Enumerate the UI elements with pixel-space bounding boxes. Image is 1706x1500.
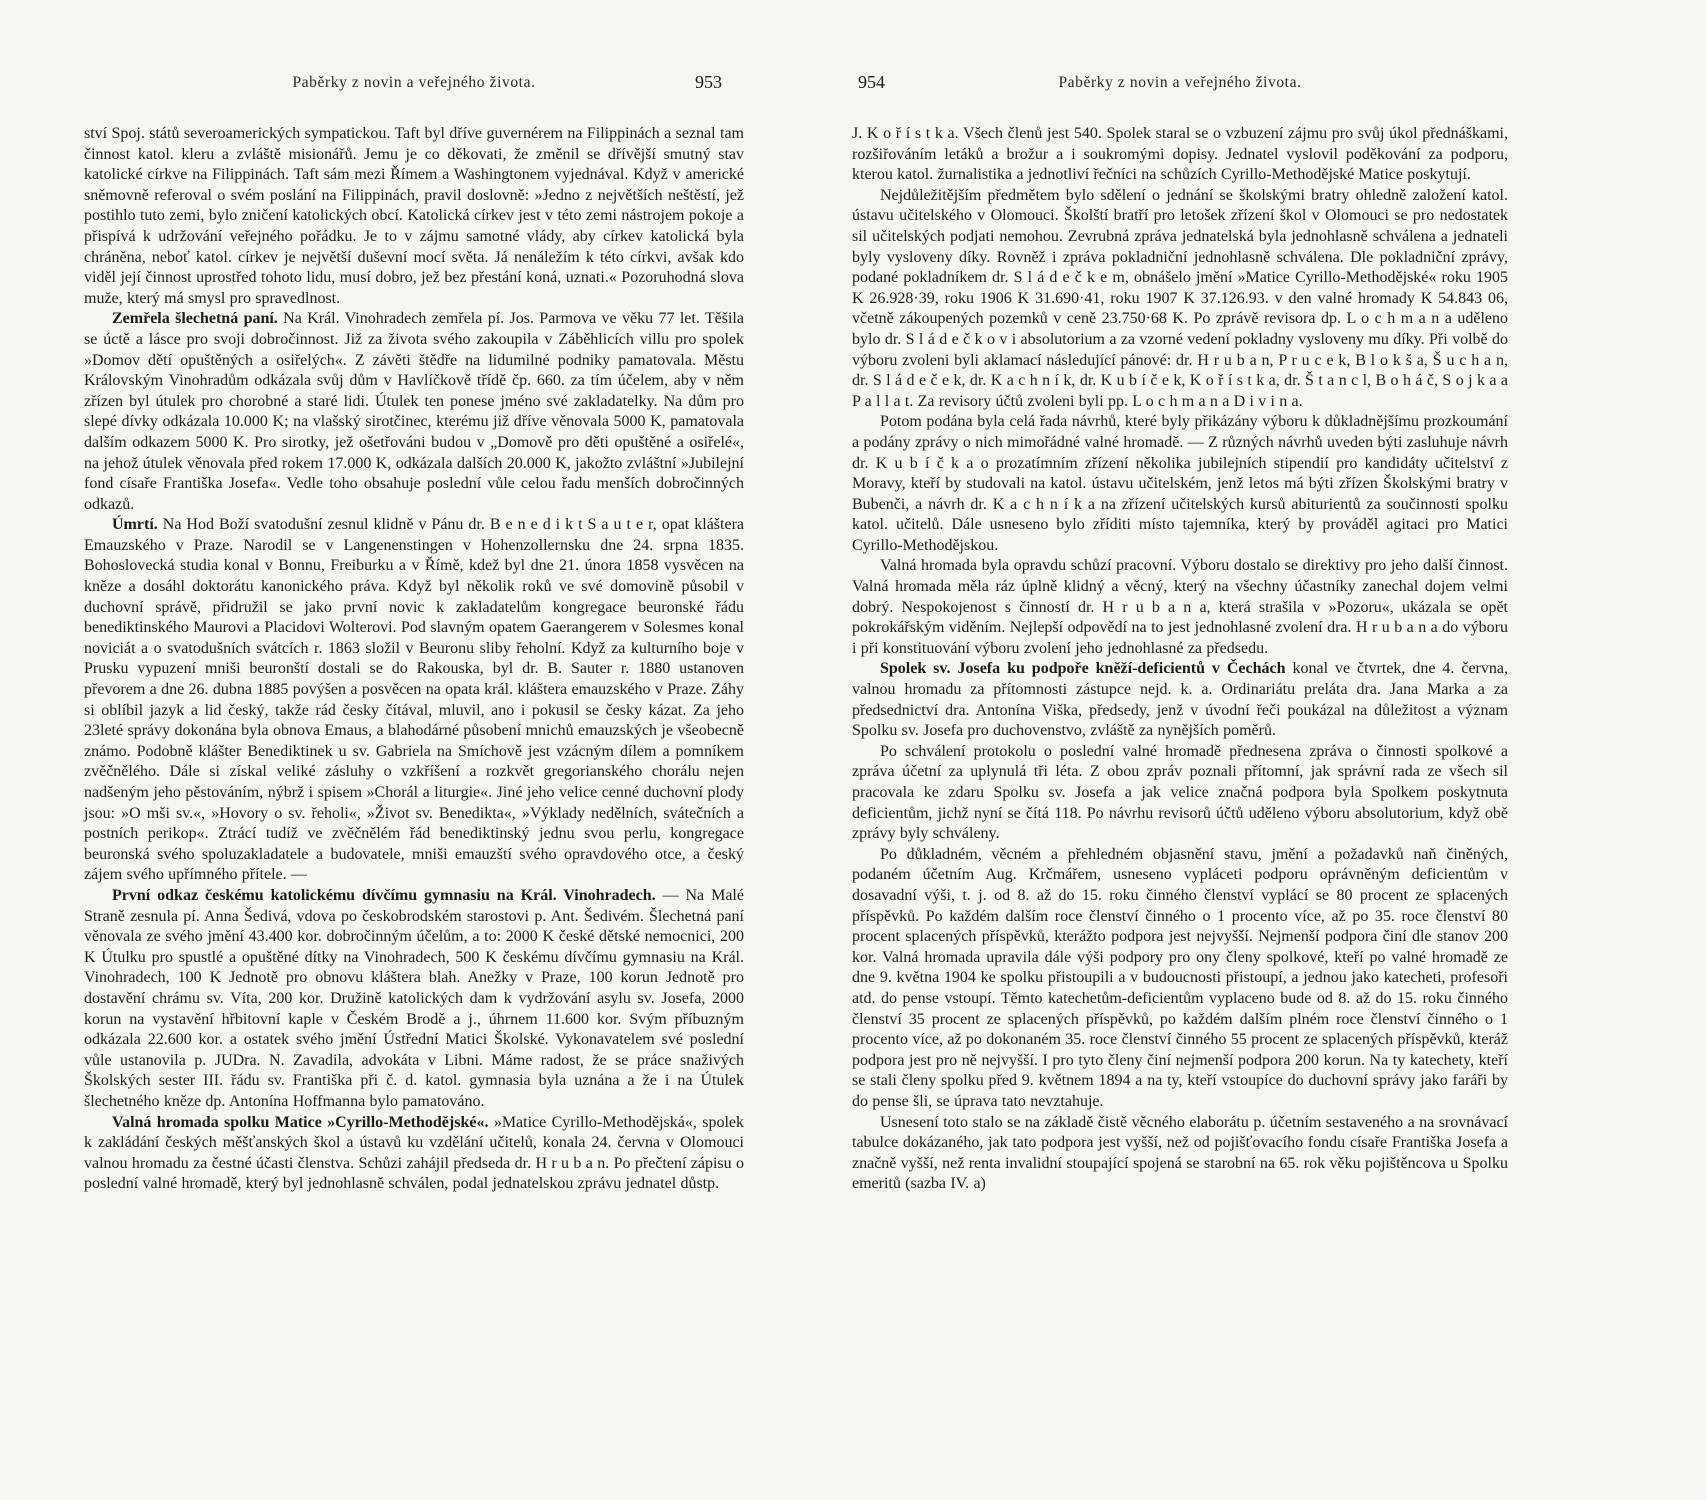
paragraph-text: Usnesení toto stalo se na základě čistě věcného elaborátu p. účetním sestaveného a na srovnávací tabulce dokázaného, jak tato podpora jest vyšší, než od pojišťovacího fondu císaře Františka Josefa a značně vyšší, než renta invalidní stoupající spojená se starobní na 65. rok věku pojištěncova u Spolku emeritů (sazba IV. a): [852, 1113, 1508, 1193]
paragraph-lead: Zemřela šlechetná paní.: [112, 310, 278, 328]
paragraph: [84, 886, 744, 1113]
paragraph: [852, 124, 1508, 186]
page-body-right: [852, 124, 1508, 1195]
page-left: [84, 74, 744, 1195]
page-right: [852, 74, 1508, 1195]
paragraph-text: Nejdůležitějším předmětem bylo sdělení o jednání se školskými bratry ohledně založení katol. ústavu učitelského v Olomouci. Školští bratří pro letošek zřízení škol v Olomouci se pro nedostatek sil učitelských podjati nemohou. Zevrubná zpráva jednatelská byla jednohlasně schválena a jednateli byly vysloveny díky. Rovněž i zpráva pokladniční jednohlasně schválena. Dle pokladniční zprávy, podané pokladníkem dr. S l á d e č k e m, obnášelo jmění »Matice Cyrillo-Methodějské« roku 1905 K 26.928·39, roku 1906 K 31.690·41, roku 1907 K 37.126.93. v den valné hromady K 54.843 06, včetně zákoupených pozemků v ceně 23.750·68 K. Po zprávě revisora dp. L o c h m a n a uděleno bylo dr. S l á d e č k o v i absolutorium a za vzorné vedení pokladny vysloveny mu díky. Při volbě do výboru zvoleni byli aklamací následující pánové: dr. H r u b a n, P r u c e k, B l o k š a, Š u c h a n, dr. S l á d e č e k, dr. K a c h n í k, dr. K u b í č e k, K o ř í s t k a, dr. Š t a n c l, B o h á č, S o j k a a P a l l a t. Za revisory účtů zvoleni byli pp. L o c h m a n a D i v i n a.: [852, 186, 1508, 410]
paragraph-text: Po schválení protokolu o poslední valné hromadě přednesena zpráva o činnosti spolkové a zpráva účetní za uplynulá tři léta. Z obou zpráv poznali přítomní, jak správní rada ze všech sil pracovala ke zdaru Spolku sv. Josefa a jak velice značná podpora byla Spolkem poskytnuta deficientům, jichž nyní se čítá 118. Po návrhu revisorů účtů uděleno výboru absolutorium, když obě zprávy byly schváleny.: [852, 742, 1508, 843]
paragraph: [852, 659, 1508, 741]
paragraph: [852, 556, 1508, 659]
page-number: 954: [858, 72, 885, 92]
running-title: Paběrky z novin a veřejného života.: [1058, 74, 1302, 91]
paragraph: [852, 1113, 1508, 1195]
paragraph-lead: První odkaz českému katolickému dívčímu gymnasiu na Král. Vinohradech.: [112, 886, 656, 904]
paragraph-text: J. K o ř í s t k a. Všech členů jest 540. Spolek staral se o vzbuzení zájmu pro svůj úkol přednáškami, rozšiřováním letáků a brožur a i soukromými dopisy. Jednatel vyslovil poděkování za podporu, kterou katol. žurnalistika a jednotliví řečníci na schůzích Cyrillo-Methodějské Matice poskytují.: [852, 125, 1508, 184]
paragraph: [84, 124, 744, 309]
running-title: Paběrky z novin a veřejného života.: [292, 74, 536, 91]
paragraph: [84, 309, 744, 515]
paragraph-text: Na Hod Boží svatodušní zesnul klidně v Pánu dr. B e n e d i k t S a u t e r, opat kláštera Emauzského v Praze. Narodil se v Langenenstingen v Hohenzollernsku dne 24. srpna 1835. Bohoslovecká studia konal v Bonnu, Freiburku a v Římě, kdež byl dne 21. února 1858 vysvěcen na kněze a dosáhl doktorátu kanonického práva. Když byl několik roků ve své domovině působil v duchovní správě, přidružil se jako první novic k zakladatelům kongregace beuronské řádu benediktinského Maurovi a Placidovi Wolterovi. Pod slavným opatem Gaerangerem v Solesmes konal noviciát a o svatodušních svátcích r. 1863 složil v Beuronu sliby řeholní. Když za kulturního boje v Prusku vypuzení mniši beuronští dostali se do Rakouska, byl dr. B. Sauter r. 1880 ustanoven převorem a dne 26. dubna 1885 povýšen a posvěcen na opata král. kláštera emauzského v Praze. Záhy si oblíbil jazyk a lid český, takže rád česky čítával, mluvil, ano i pokusil se česky kázat. Za jeho 23leté správy dokonána byla obnova Emaus, a blahodárné působení mnichů emauzských je všeobecně známo. Podobně klášter Benediktinek u sv. Gabriela na Smíchově jest vzácným dílem a pomníkem zvěčnělého. Dále si získal veliké zásluhy o vzkříšení a rozkvět gregorianského chorálu nejen nadšeným jeho pěstováním, nýbrž i spisem »Chorál a liturgie«. Jiné jeho velice cenné duchovní plody jsou: »O mši sv.«, »Hovory o sv. řeholi«, »Život sv. Benedikta«, »Výklady nedělních, svátečních a postních perikop«. Ztrácí tudíž ve zvěčnělém řád benediktinský jednu svou perlu, kongregace beuronská svého spoluzakladatele a budovatele, mniši emauzští svého opravdového otce, a český zájem svého upřímného přítele. —: [84, 516, 744, 884]
paragraph-lead: Úmrtí.: [112, 516, 158, 534]
paragraph-text: Potom podána byla celá řada návrhů, které byly přikázány výboru k důkladnějšímu prozkoumání a podány zprávy o nich mimořádné valné hromadě. — Z různých návrhů uveden býti zasluhuje návrh dr. K u b í č k a o prozatímním zřízení několika jubilejních stipendií pro kandidáty učitelství z Moravy, kteří by studovali na katol. ústavu učitelském, jenž letos má býti zřízen Školskými bratry v Bubenči, a návrh dr. K a c h n í k a na zřízení učitelských kursů abiturientů za součinnosti spolku katol. učitelů. Dále usneseno bylo zříditi místo tajemníka, který by prováděl agitaci pro Matici Cyrillo-Methodějskou.: [852, 413, 1508, 554]
page-number: 953: [695, 72, 722, 92]
paragraph-lead: Spolek sv. Josefa ku podpoře kněží-deficientů v Čechách: [880, 660, 1286, 678]
paragraph-text: »Matice Cyrillo-Methodějská«, spolek k zakládání českých měšťanských škol a ústavů ku vzdělání učitelů, konala 24. června v Olomouci valnou hromadu za čestné účasti členstva. Schůzi zahájil předseda dr. H r u b a n. Po přečtení zápisu o poslední valné hromadě, který byl jednohlasně schválen, podal jednatelskou zprávu jednatel důstp.: [84, 1113, 744, 1193]
paragraph: [84, 515, 744, 886]
paragraph: [852, 186, 1508, 413]
paragraph-text: Na Král. Vinohradech zemřela pí. Jos. Parmova ve věku 77 let. Těšila se úctě a lásce pro svoji dobročinnost. Již za života svého zakoupila v Záběhlicích villu pro spolek »Domov dětí opuštěných a osiřelých«. Z závěti štědře na lidumilné podniky pamatovala. Městu Královským Vinohradům odkázala svůj dům v Havlíčkově třídě čp. 660. za tím účelem, aby v něm zřízen byl útulek pro chorobné a staré lidi. Útulek ten ponese jméno své zakladatelky. Na dům pro slepé dívky odkázala 10.000 K; na vlašský sirotčinec, kterému již dříve věnovala 5000 K, pamatovala dalším odkazem 5000 K. Pro sirotky, jež ošetřováni budou v „Domově pro děti opuštěné a osiřelé«, na jehož útulek věnovala před rokem 17.000 K, odkázala dalších 20.000 K, jakožto zvláštní »Jubilejní fond císaře Františka Josefa«. Vedle toho obsahuje poslední vůle celou řadu menších dobročinných odkazů.: [84, 310, 744, 513]
paragraph: [852, 412, 1508, 556]
paragraph: [852, 845, 1508, 1113]
paragraph-text: Po důkladném, věcném a přehledném objasnění stavu, jmění a požadavků naň činěných, podaném účetním Aug. Krčmářem, usneseno vypláceti podporu oprávněným deficientům v dosavadní výši, t. j. od 8. až do 15. roku činného členství vyplácí se 80 procent ze splacených příspěvků. Po každém dalším roce členství činného o 1 procento více, až po 35. roce členství 80 procent splacených příspěvků, kterážto podpora jest nejvyšší. Nejmenší podpora činí dle stanov 200 kor. Valná hromada upravila dále výši podpory pro ony členy spolkové, kteří po valné hromadě ze dne 9. května 1904 ke spolku přistoupili a v budoucnosti přistoupí, a jednou jako katecheti, profesoři atd. do pense vstoupí. Těmto katechetům-deficientům vyplaceno bude od 8. až do 15. roku činného členství 35 procent ze splacených příspěvků, po každém dalším plném roce členství činného o 1 procento více, až po dokonaném 35. roce členství činného 55 procent ze splacených příspěvků, kteráž podpora jest pro ně nejvyšší. I pro tyto členy činí nejmenší podpora 200 korun. Na ty katechety, kteří se stali členy spolku před 9. květnem 1894 a na ty, kteří vstoupíce do duchovní správy jako faráři by do pense šli, se úprava tato nevztahuje.: [852, 845, 1508, 1110]
paragraph-text: — Na Malé Straně zesnula pí. Anna Šedivá, vdova po českobrodském starostovi p. Ant. Šedivém. Šlechetná paní věnovala ze svého jmění 43.400 kor. dobročinným účelům, a to: 2000 K české dětské nemocnici, 200 K Útulku pro spustlé a opuštěné dítky na Vinohradech, 500 K českému dívčímu gymnasiu na Král. Vinohradech, 100 K Jednotě pro obnovu kláštera blah. Anežky v Praze, 100 korun Jednotě pro dostavění chrámu sv. Víta, 200 kor. Družině katolických dam k vydržování asylu sv. Josefa, 2000 korun na vystavění hřbitovní kaple v Českém Brodě a j., úhrnem 11.600 kor. Svým příbuzným odkázala 22.600 kor. a ostatek svého jmění Ústřední Matici Školské. Vykonavatelem své poslední vůle ustanovila p. JUDra. N. Zavadila, advokáta v Libni. Máme radost, že se práce snaživých Školských sester III. řádu sv. Františka při č. d. katol. gymnasia byla uznána a že i na Útulek šlechetného kněze dp. Antonína Hoffmanna bylo pamatováno.: [84, 886, 744, 1110]
paragraph: [84, 1113, 744, 1195]
page-header-left: [84, 74, 744, 100]
paragraph-text: konal ve čtvrtek, dne 4. června, valnou hromadu za přítomnosti zástupce nejd. k. a. Ordinariátu preláta dra. Jana Marka a za předsednictví dra. Antonína Viška, předsedy, jenž v úvodní řeči poukázal na důležitost a význam Spolku sv. Josefa pro duchovenstvo, zvláště za nynějších poměrů.: [852, 660, 1508, 740]
paragraph-text: Valná hromada byla opravdu schůzí pracovní. Výboru dostalo se direktivy pro jeho další činnost. Valná hromada měla ráz úplně klidný a věcný, který na všechny účastníky zanechal dojem velmi dobrý. Nespokojenost s činností dr. H r u b a n a, která strašila v »Pozoru«, ukázala se opět pokrokářským viděním. Nejlepší odpovědí na to jest jednohlasné zvolení dra. H r u b a n a do výboru i při konstituování výboru zvolení jeho jednohlasné za předsedu.: [852, 557, 1508, 657]
page-header-right: [852, 74, 1508, 100]
paragraph-lead: Valná hromada spolku Matice »Cyrillo-Methodějské«.: [112, 1113, 489, 1131]
paragraph-text: ství Spoj. států severoamerických sympatickou. Taft byl dříve guvernérem na Filippinách a seznal tam činnost katol. kleru a zvláště misionářů. Jemu je co děkovati, že změnil se dřívější smutný stav katolické církve na Filippinách. Taft sám mezi Římem a Washingtonem vyjednával. Když v americké sněmovně referoval o svém poslání na Filippinách, pravil doslovně: »Jedno z největších neštěstí, jež postihlo tuto zemi, bylo zničení katolických obcí. Katolická církev jest v této zemi nástrojem pokoje a přispívá k udržování veřejného pořádku. Je to v zájmu samotné vlády, aby církev katolická byla chráněna, neboť katol. církev je největší duševní mocí světa. Já nenáležím k této církvi, avšak kdo viděl její činnost uprostřed tohoto lidu, musí dobro, jež bez přestání koná, uznati.« Pozoruhodná slova muže, který má smysl pro spravedlnost.: [84, 125, 744, 307]
paragraph: [852, 742, 1508, 845]
page-body-left: [84, 124, 744, 1195]
